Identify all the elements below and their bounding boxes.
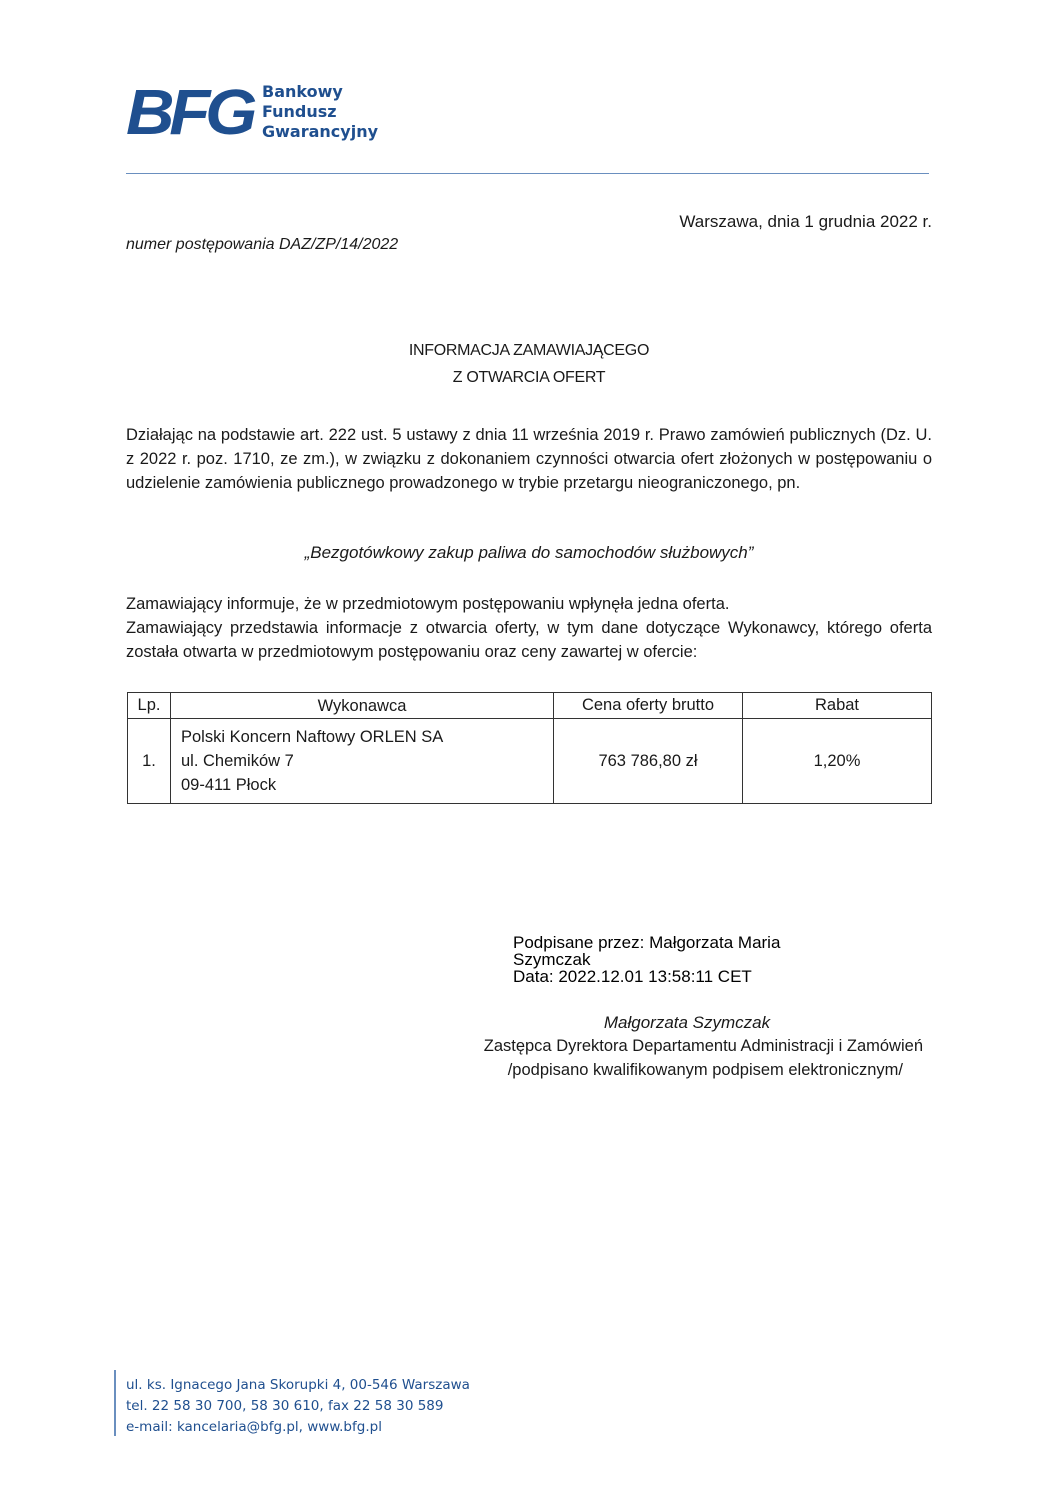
footer-accent-bar [114,1370,116,1436]
procurement-subject: „Bezgotówkowy zakup paliwa do samochodów służbowych” [304,543,754,562]
header-price: Cena oferty brutto [554,693,743,719]
signer-role: Zastępca Dyrektora Departamentu Administracji i Zamówień [483,1037,923,1055]
row-lp: 1. [128,719,171,804]
table-row [128,719,932,804]
signature-line-3: Data: 2022.12.01 13:58:11 CET [513,967,752,986]
document-title-line-1: INFORMACJA ZAMAWIAJĄCEGO [408,342,650,359]
logo-line-1: Bankowy [262,82,343,101]
footer-email: e-mail: kancelaria@bfg.pl, www.bfg.pl [126,1419,382,1435]
footer-phone: tel. 22 58 30 700, 58 30 610, fax 22 58 30 589 [126,1398,444,1414]
contractor-name: Polski Koncern Naftowy ORLEN SA [181,728,444,746]
logo-line-2: Fundusz [262,102,337,121]
document-date: Warszawa, dnia 1 grudnia 2022 r. [679,212,932,231]
logo-mark: BFG [126,76,253,148]
contractor-street: ul. Chemików 7 [181,752,294,770]
contractor-city: 09-411 Płock [181,776,277,794]
row-contractor [171,719,554,804]
procedure-number: numer postępowania DAZ/ZP/14/2022 [126,236,399,253]
signature-line-1: Podpisane przez: Małgorzata Maria [513,933,781,952]
bfg-logo [126,76,379,148]
logo-line-3: Gwarancyjny [262,122,379,141]
footer-address: ul. ks. Ignacego Jana Skorupki 4, 00-546 Warszawa [126,1377,470,1393]
table-header-row [128,693,932,719]
logo-wordmark [262,82,378,142]
row-price: 763 786,80 zł [554,719,743,804]
signer-note: /podpisano kwalifikowanym podpisem elektronicznym/ [507,1061,903,1079]
header-contractor: Wykonawca [171,693,554,719]
signature-line-2: Szymczak [513,950,591,969]
offers-table [127,692,932,804]
electronic-signature [513,934,780,985]
header-discount: Rabat [743,693,932,719]
header-lp: Lp. [128,693,171,719]
footer-contact [126,1375,470,1438]
signer-name: Małgorzata Szymczak [603,1013,771,1032]
row-discount: 1,20% [743,719,932,804]
document-title-line-2: Z OTWARCIA OFERT [452,369,606,386]
info-line-1: Zamawiający informuje, że w przedmiotowym postępowaniu wpłynęła jedna oferta. [126,595,730,613]
intro-paragraph: Działając na podstawie art. 222 ust. 5 ustawy z dnia 11 września 2019 r. Prawo zamówień publicznych (Dz. U. z 2022 r. poz. 1710, ze zm.), w związku z dokonaniem czynności otwarcia ofert złożonych w postępowaniu o udzielenie zamówienia publicznego prowadzonego w trybie przetargu nieograniczonego, pn. [126,426,932,492]
header-divider [126,173,929,174]
info-line-2: Zamawiający przedstawia informacje z otwarcia oferty, w tym dane dotyczące Wykonawcy, którego oferta została otwarta w przedmiotowym postępowaniu oraz ceny zawartej w ofercie: [126,619,932,661]
